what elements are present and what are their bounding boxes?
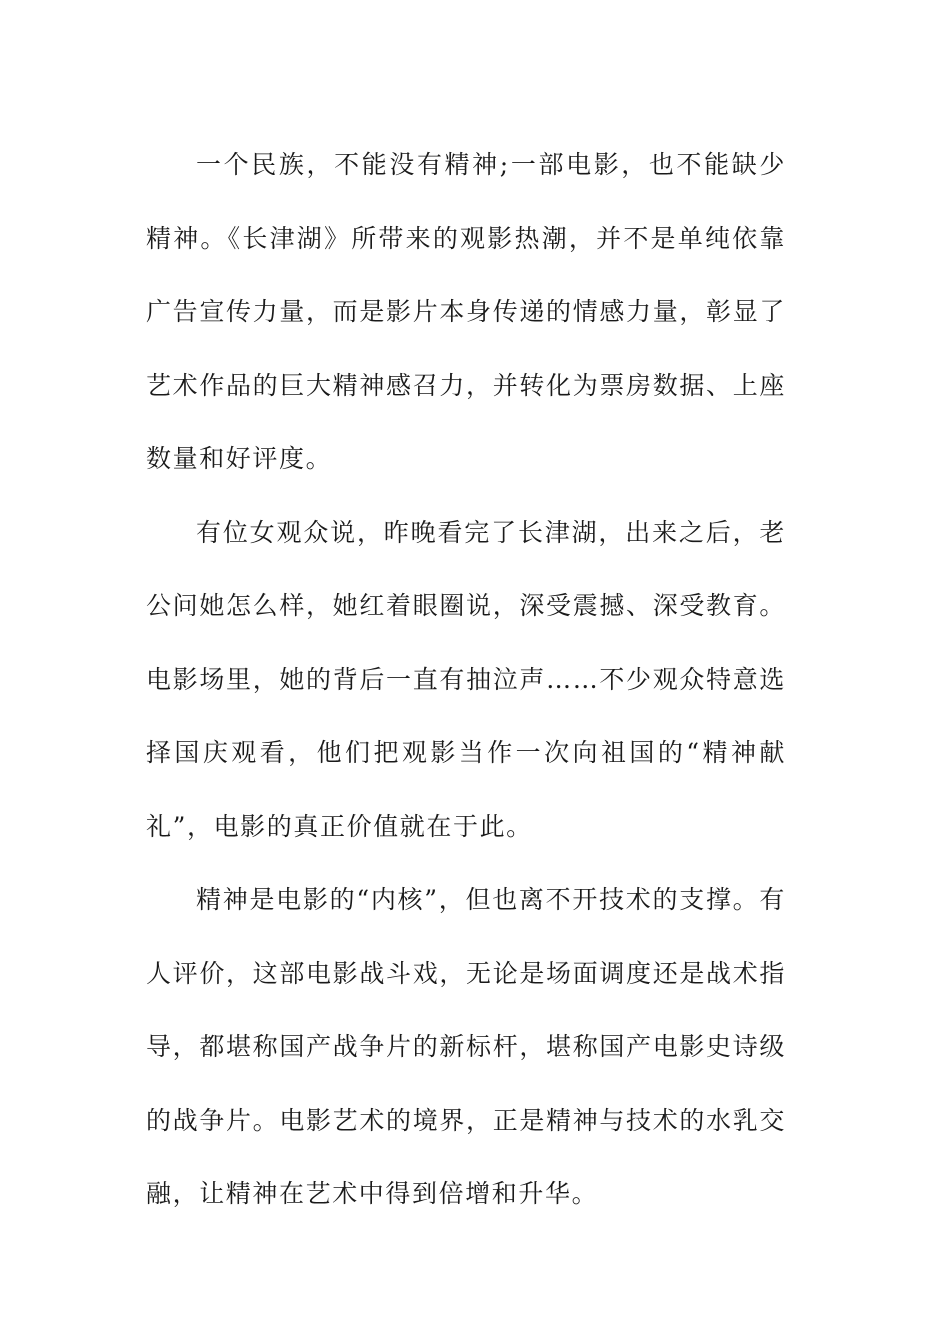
paragraph-1: 一个民族，不能没有精神;一部电影，也不能缺少精神。《长津湖》所带来的观影热潮，并不是单纯依靠广告宣传力量，而是影片本身传递的情感力量，彰显了艺术作品的巨大精神感召力，并转化为票房数据、上座数量和好评度。 <box>146 150 786 473</box>
article-body <box>146 128 786 1231</box>
paragraph-3: 精神是电影的“内核”，但也离不开技术的支撑。有人评价，这部电影战斗戏，无论是场面调度还是战术指导，都堪称国产战争片的新标杆，堪称国产电影史诗级的战争片。电影艺术的境界，正是精神与技术的水乳交融，让精神在艺术中得到倍增和升华。 <box>146 885 786 1208</box>
paragraph-2: 有位女观众说，昨晚看完了长津湖，出来之后，老公问她怎么样，她红着眼圈说，深受震撼、深受教育。电影场里，她的背后一直有抽泣声……不少观众特意选择国庆观看，他们把观影当作一次向祖国的“精神献礼”，电影的真正价值就在于此。 <box>146 517 786 841</box>
